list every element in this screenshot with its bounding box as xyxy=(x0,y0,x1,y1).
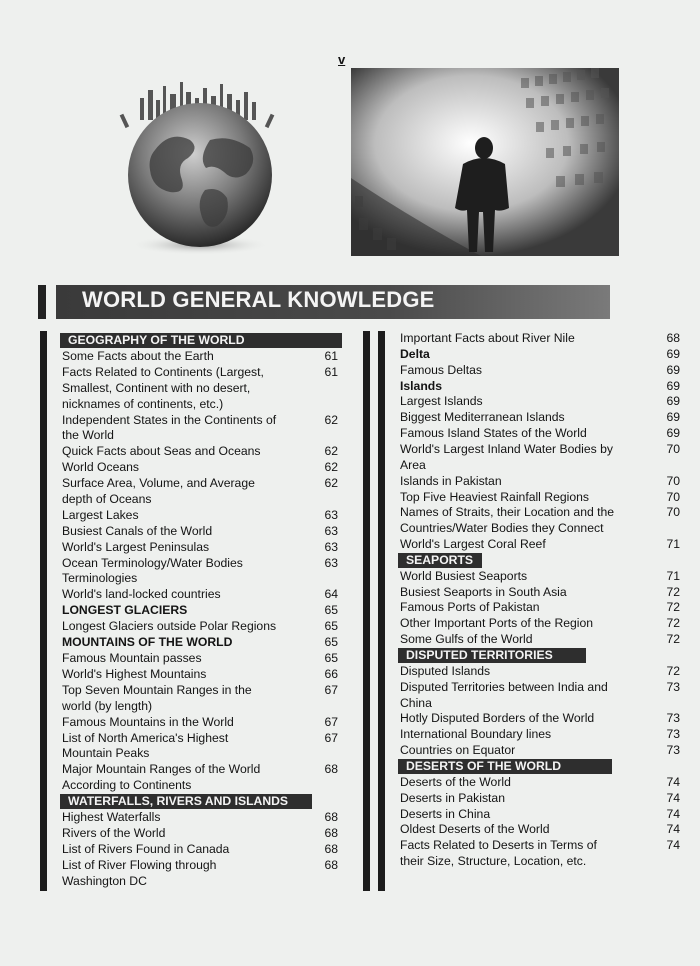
toc-entry-page: 62 xyxy=(324,412,338,427)
toc-entry-title: Famous Mountains in the World xyxy=(62,714,234,729)
toc-entry-title: International Boundary lines xyxy=(400,727,552,742)
toc-entry-page: 72 xyxy=(666,584,680,599)
toc-entry[interactable] xyxy=(400,442,686,474)
toc-entry-title: MOUNTAINS OF THE WORLD xyxy=(62,635,233,650)
toc-entry-page: 73 xyxy=(666,727,680,742)
toc-entry[interactable] xyxy=(62,556,342,588)
toc-entry-title: Area xyxy=(400,457,426,472)
toc-entry-page: 69 xyxy=(666,410,680,425)
toc-entry[interactable] xyxy=(62,858,342,890)
toc-entry-title: LONGEST GLACIERS xyxy=(62,603,188,618)
toc-entry-title: Disputed Islands xyxy=(400,663,491,678)
toc-entry-page: 71 xyxy=(666,568,680,583)
toc-entry[interactable] xyxy=(400,616,686,632)
toc-entry[interactable] xyxy=(62,444,342,460)
toc-entry-title: depth of Oceans xyxy=(62,491,152,506)
toc-entry-title: Biggest Mediterranean Islands xyxy=(400,410,565,425)
toc-entry[interactable] xyxy=(400,379,686,395)
toc-entry-page: 74 xyxy=(666,806,680,821)
toc-entry-page: 63 xyxy=(324,507,338,522)
toc-entry-title: Deserts in China xyxy=(400,806,491,821)
toc-entry[interactable] xyxy=(400,410,686,426)
section-header: DISPUTED TERRITORIES xyxy=(398,648,586,663)
toc-entry[interactable] xyxy=(400,585,686,601)
section-header: SEAPORTS xyxy=(398,553,482,568)
toc-entry-page: 69 xyxy=(666,346,680,361)
toc-entry-title: Deserts in Pakistan xyxy=(400,790,505,805)
page-number: v xyxy=(338,52,346,67)
toc-entry-title: Facts Related to Deserts in Terms of xyxy=(400,838,597,853)
toc-entry-title: According to Continents xyxy=(62,778,192,793)
toc-entry-title: Rivers of the World xyxy=(62,825,166,840)
toc-entry-title: Mountain Peaks xyxy=(62,746,150,761)
toc-entry[interactable] xyxy=(62,667,342,683)
toc-entry-title: Top Five Heaviest Rainfall Regions xyxy=(400,489,589,504)
toc-entry-page: 68 xyxy=(324,825,338,840)
toc-entry[interactable] xyxy=(62,413,342,445)
toc-entry[interactable] xyxy=(62,651,342,667)
toc-entry[interactable] xyxy=(400,600,686,616)
toc-entry-page: 69 xyxy=(666,426,680,441)
toc-entry-title: Names of Straits, their Location and the xyxy=(400,505,615,520)
contents-left-column xyxy=(62,333,342,893)
toc-entry-title: Largest Lakes xyxy=(62,507,139,522)
toc-entry-title: Smallest, Continent with no desert, xyxy=(62,380,251,395)
toc-entry-page: 62 xyxy=(324,444,338,459)
section-banner xyxy=(38,285,610,319)
toc-entry-page: 74 xyxy=(666,774,680,789)
toc-entry-title: Busiest Canals of the World xyxy=(62,523,213,538)
toc-entry[interactable] xyxy=(62,587,342,603)
toc-entry[interactable] xyxy=(400,711,686,727)
toc-entry-title: Famous Island States of the World xyxy=(400,426,587,441)
toc-entry[interactable] xyxy=(400,775,686,791)
toc-entry-title: Some Gulfs of the World xyxy=(400,632,533,647)
toc-entry-page: 69 xyxy=(666,378,680,393)
toc-entry[interactable] xyxy=(62,540,342,556)
toc-entry-title: Famous Deltas xyxy=(400,362,482,377)
toc-entry-page: 65 xyxy=(324,603,338,618)
toc-entry-page: 62 xyxy=(324,476,338,491)
globe-city-illustration xyxy=(100,80,300,260)
toc-entry-page: 68 xyxy=(666,331,680,345)
section-header: DESERTS OF THE WORLD xyxy=(398,759,612,774)
cyber-person-photo xyxy=(351,68,619,256)
toc-entry[interactable] xyxy=(62,842,342,858)
toc-entry[interactable] xyxy=(400,394,686,410)
toc-entry-title: World's Highest Mountains xyxy=(62,666,207,681)
toc-entry-title: World's Largest Peninsulas xyxy=(62,539,210,554)
toc-entry-page: 63 xyxy=(324,523,338,538)
toc-entry[interactable] xyxy=(400,807,686,823)
toc-entry-title: Quick Facts about Seas and Oceans xyxy=(62,444,261,459)
contents-right-column xyxy=(400,331,686,891)
toc-entry[interactable] xyxy=(62,826,342,842)
toc-entry-title: World's Largest Inland Water Bodies by xyxy=(400,441,614,456)
toc-entry[interactable] xyxy=(400,474,686,490)
toc-entry[interactable] xyxy=(400,791,686,807)
toc-entry-title: Oldest Deserts of the World xyxy=(400,822,550,837)
toc-entry-title: Hotly Disputed Borders of the World xyxy=(400,711,595,726)
toc-entry-title: World's land-locked countries xyxy=(62,587,221,602)
toc-entry-title: Countries on Equator xyxy=(400,743,516,758)
toc-entry[interactable] xyxy=(400,490,686,506)
banner-title: WORLD GENERAL KNOWLEDGE xyxy=(82,287,435,312)
toc-entry[interactable] xyxy=(400,680,686,712)
toc-entry[interactable] xyxy=(62,683,342,715)
toc-entry-page: 74 xyxy=(666,822,680,837)
toc-entry-title: Highest Waterfalls xyxy=(62,810,161,824)
toc-entry-title: Islands in Pakistan xyxy=(400,473,502,488)
toc-entry-page: 61 xyxy=(324,348,338,363)
toc-entry-page: 68 xyxy=(324,762,338,777)
toc-entry-page: 63 xyxy=(324,555,338,570)
toc-entry-page: 65 xyxy=(324,635,338,650)
toc-entry-page: 70 xyxy=(666,489,680,504)
toc-entry[interactable] xyxy=(62,460,342,476)
toc-entry[interactable] xyxy=(62,603,342,619)
middle-right-rule xyxy=(378,331,385,891)
toc-entry-page: 70 xyxy=(666,473,680,488)
toc-entry-page: 63 xyxy=(324,539,338,554)
left-column-rule xyxy=(40,331,47,891)
toc-entry-page: 72 xyxy=(666,632,680,647)
toc-entry-title: Ocean Terminology/Water Bodies xyxy=(62,555,243,570)
toc-entry-title: Famous Mountain passes xyxy=(62,651,202,665)
section-header: GEOGRAPHY OF THE WORLD xyxy=(60,333,342,348)
toc-entry-title: List of North America's Highest xyxy=(62,730,229,745)
toc-entry[interactable] xyxy=(400,347,686,363)
banner-rule xyxy=(38,285,46,319)
toc-entry[interactable] xyxy=(62,508,342,524)
toc-entry[interactable] xyxy=(400,331,686,347)
toc-entry-title: Delta xyxy=(400,346,430,361)
toc-entry-title: nicknames of continents, etc.) xyxy=(62,396,224,411)
toc-entry-title: Disputed Territories between India and xyxy=(400,679,608,694)
toc-entry-title: Facts Related to Continents (Largest, xyxy=(62,364,264,379)
toc-entry-page: 69 xyxy=(666,394,680,409)
toc-entry-page: 74 xyxy=(666,838,680,853)
toc-entry-title: World Oceans xyxy=(62,460,139,475)
middle-left-rule xyxy=(363,331,370,891)
toc-entry-title: China xyxy=(400,695,432,710)
toc-entry[interactable] xyxy=(400,569,686,585)
toc-entry-page: 74 xyxy=(666,790,680,805)
toc-entry-page: 70 xyxy=(666,441,680,456)
toc-entry[interactable] xyxy=(62,715,342,731)
toc-entry-page: 68 xyxy=(324,857,338,872)
toc-entry-title: Surface Area, Volume, and Average xyxy=(62,476,255,491)
toc-entry[interactable] xyxy=(62,635,342,651)
toc-entry[interactable] xyxy=(62,762,342,794)
toc-entry-title: List of Rivers Found in Canada xyxy=(62,841,230,856)
toc-entry[interactable] xyxy=(400,664,686,680)
toc-entry-page: 68 xyxy=(324,841,338,856)
toc-entry-title: Largest Islands xyxy=(400,394,483,409)
toc-entry[interactable] xyxy=(62,810,342,826)
toc-entry-title: Busiest Seaports in South Asia xyxy=(400,584,567,599)
toc-entry-title: World Busiest Seaports xyxy=(400,568,528,583)
toc-entry-title: Longest Glaciers outside Polar Regions xyxy=(62,619,277,634)
toc-entry[interactable] xyxy=(62,619,342,635)
toc-entry-title: the World xyxy=(62,428,114,443)
toc-entry-page: 73 xyxy=(666,711,680,726)
toc-entry-title: Deserts of the World xyxy=(400,774,511,789)
toc-entry[interactable] xyxy=(62,476,342,508)
toc-entry[interactable] xyxy=(400,822,686,838)
toc-entry-title: Other Important Ports of the Region xyxy=(400,616,594,631)
toc-entry[interactable] xyxy=(400,727,686,743)
toc-entry-title: List of River Flowing through xyxy=(62,857,217,872)
toc-entry-title: Top Seven Mountain Ranges in the xyxy=(62,682,252,697)
toc-entry-title: world (by length) xyxy=(62,698,153,713)
toc-entry[interactable] xyxy=(400,426,686,442)
toc-entry-page: 64 xyxy=(324,587,338,602)
toc-entry-page: 68 xyxy=(324,810,338,824)
toc-entry[interactable] xyxy=(62,731,342,763)
toc-entry[interactable] xyxy=(400,505,686,537)
toc-entry-title: Important Facts about River Nile xyxy=(400,331,575,345)
toc-entry-page: 62 xyxy=(324,460,338,475)
toc-entry-page: 66 xyxy=(324,666,338,681)
toc-entry-page: 72 xyxy=(666,616,680,631)
toc-entry[interactable] xyxy=(62,349,342,365)
toc-entry-page: 65 xyxy=(324,651,338,665)
toc-entry-page: 73 xyxy=(666,743,680,758)
toc-entry-title: Independent States in the Continents of xyxy=(62,412,277,427)
toc-entry[interactable] xyxy=(400,363,686,379)
toc-entry-page: 69 xyxy=(666,362,680,377)
toc-entry-title: Some Facts about the Earth xyxy=(62,348,214,363)
toc-entry-page: 70 xyxy=(666,505,680,520)
toc-entry-page: 67 xyxy=(324,682,338,697)
toc-entry-page: 73 xyxy=(666,679,680,694)
toc-entry[interactable] xyxy=(62,524,342,540)
toc-entry-page: 65 xyxy=(324,619,338,634)
toc-entry-title: World's Largest Coral Reef xyxy=(400,537,546,552)
toc-entry-page: 72 xyxy=(666,600,680,615)
section-header: WATERFALLS, RIVERS AND ISLANDS xyxy=(60,794,312,809)
toc-entry-page: 67 xyxy=(324,730,338,745)
toc-entry-page: 72 xyxy=(666,663,680,678)
toc-entry[interactable] xyxy=(62,365,342,413)
toc-entry-title: their Size, Structure, Location, etc. xyxy=(400,854,587,869)
toc-entry-page: 67 xyxy=(324,714,338,729)
toc-entry-title: Major Mountain Ranges of the World xyxy=(62,762,261,777)
toc-entry[interactable] xyxy=(400,838,686,870)
toc-entry-title: Washington DC xyxy=(62,873,147,888)
toc-entry-page: 71 xyxy=(666,537,680,552)
toc-entry[interactable] xyxy=(400,632,686,648)
toc-entry-title: Countries/Water Bodies they Connect xyxy=(400,521,604,536)
toc-entry-page: 61 xyxy=(324,364,338,379)
toc-entry-title: Islands xyxy=(400,378,442,393)
toc-entry-title: Famous Ports of Pakistan xyxy=(400,600,540,615)
toc-entry-title: Terminologies xyxy=(62,571,138,586)
toc-entry[interactable] xyxy=(400,537,686,553)
toc-entry[interactable] xyxy=(400,743,686,759)
